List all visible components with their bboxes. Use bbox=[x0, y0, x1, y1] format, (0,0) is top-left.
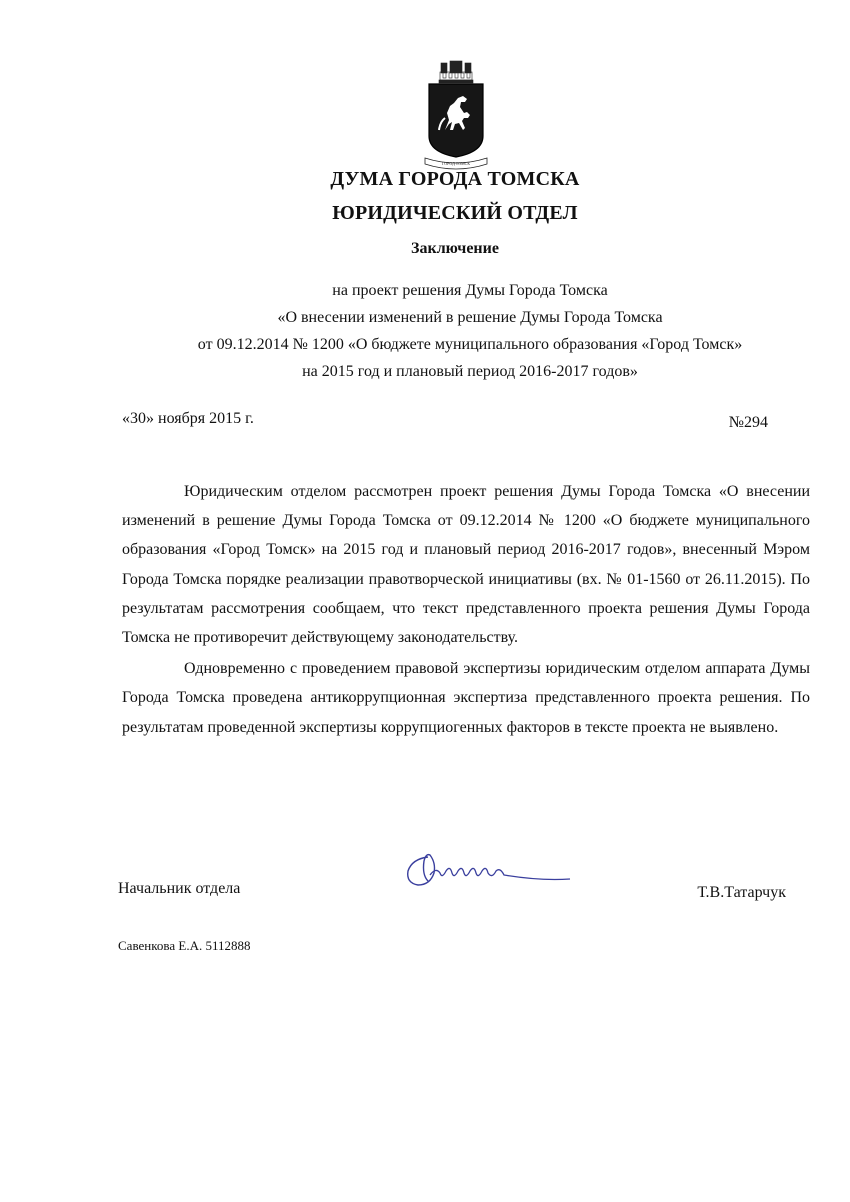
subject-line: на 2015 год и плановый период 2016-2017 годов» bbox=[302, 363, 638, 380]
handwritten-signature-icon bbox=[400, 845, 575, 895]
tomsk-coat-of-arms-icon bbox=[423, 58, 489, 170]
org-name: ДУМА ГОРОДА ТОМСКА bbox=[330, 168, 580, 190]
signer-name: Т.В.Татарчук bbox=[697, 884, 786, 901]
executor-contact: Савенкова Е.А. 5112888 bbox=[118, 938, 251, 953]
document-date: «30» ноября 2015 г. bbox=[122, 410, 254, 427]
document-number: №294 bbox=[728, 414, 768, 431]
document-subject bbox=[150, 277, 790, 385]
document-body bbox=[122, 477, 810, 742]
body-paragraph: Одновременно с проведением правовой экспертизы юридическим отделом аппарата Думы Города Томска проведена антикоррупционная экспертиза представленного проекта решения. По результатам проведенной экспертизы коррупциогенных факторов в тексте проекта не выявлено. bbox=[122, 660, 810, 736]
subject-line: от 09.12.2014 № 1200 «О бюджете муниципального образования «Город Томск» bbox=[197, 336, 743, 353]
subject-line: «О внесении изменений в решение Думы Города Томска bbox=[277, 309, 663, 326]
body-paragraph: Юридическим отделом рассмотрен проект решения Думы Города Томска «О внесении изменений в решение Думы Города Томска от 09.12.2014 № 1200 «О бюджете муниципального образования «Город Томск» на 2015 год и плановый период 2016-2017 годов», внесенный Мэром Города Томска порядке реализации правотворческой инициативы (вх. № 01-1560 от 26.11.2015). По результатам рассмотрения сообщаем, что текст представленного проекта решения Думы Города Томска не противоречит действующему законодательству. bbox=[122, 483, 810, 647]
signer-position: Начальник отдела bbox=[118, 880, 241, 897]
subject-line: на проект решения Думы Города Томска bbox=[332, 282, 608, 299]
document-type: Заключение bbox=[411, 240, 499, 257]
emblem-ribbon-text: ГОРОД ТОМСК bbox=[442, 161, 470, 166]
department-name: ЮРИДИЧЕСКИЙ ОТДЕЛ bbox=[332, 202, 578, 224]
